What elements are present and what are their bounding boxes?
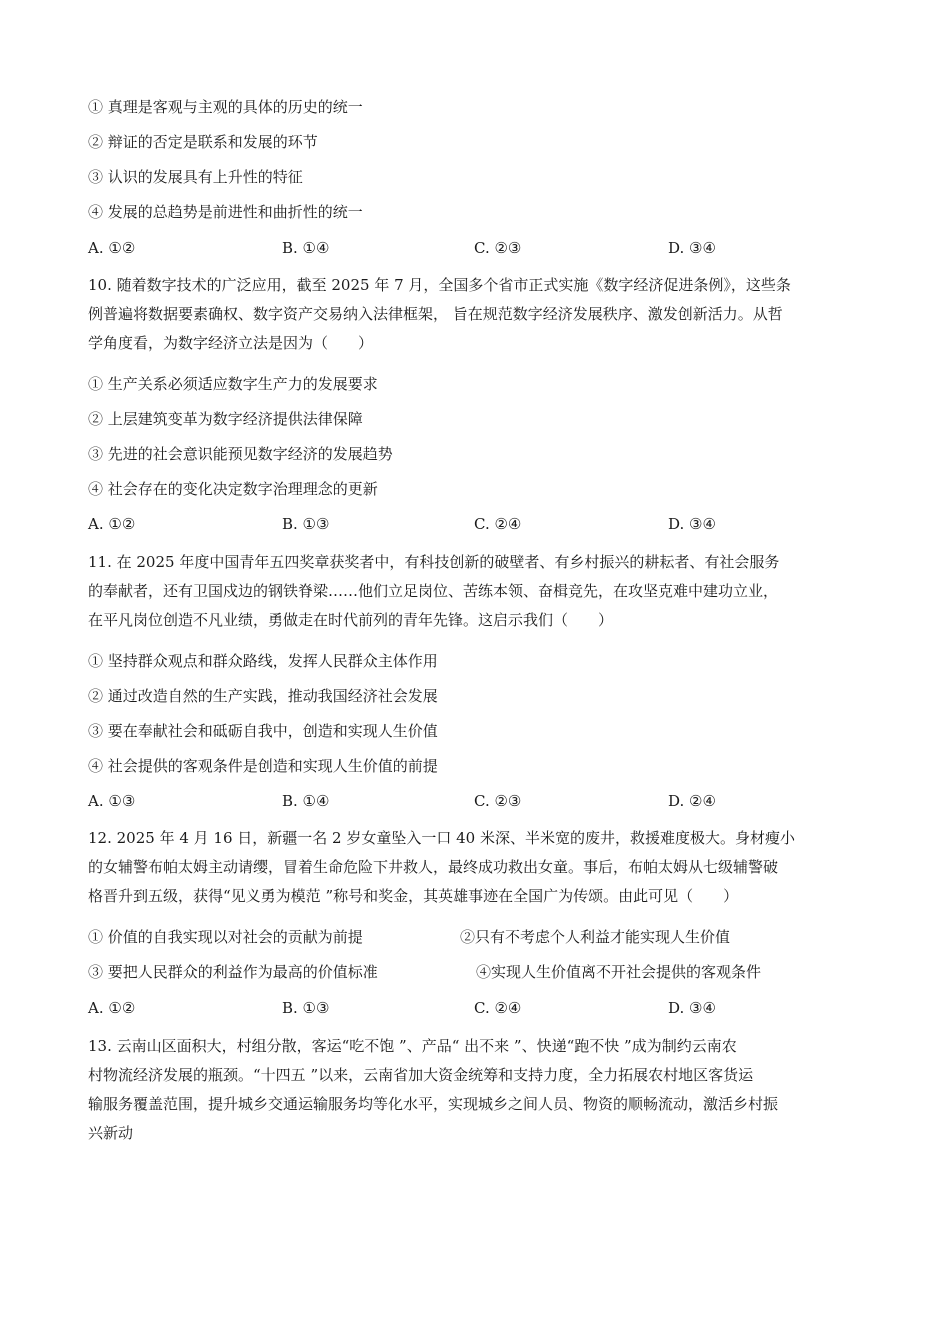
q10-item-3: ③ 先进的社会意识能预见数字经济的发展趋势 [88, 445, 393, 463]
q10-option-a[interactable]: A. ①② [88, 515, 136, 533]
q12-item-4: ④实现人生价值离不开社会提供的客观条件 [476, 963, 762, 981]
q10-stem-line-3: 学角度看，为数字经济立法是因为（ ） [88, 334, 374, 352]
q11-option-a[interactable]: A. ①③ [88, 792, 136, 810]
q10-stem [88, 275, 866, 362]
q10-stem-line-1: 10. 随着数字技术的广泛应用，截至 2025 年 7 月，全国多个省市正式实施《数字经济促进条例》，这些条 [88, 276, 791, 294]
q12-stem-line-2: 的女辅警布帕太姆主动请缨，冒着生命危险下井救人，最终成功救出女童。事后，布帕太姆从七级辅警破 [88, 858, 779, 876]
q13-stem-line-3: 输服务覆盖范围，提升城乡交通运输服务均等化水平，实现城乡之间人员、物资的顺畅流动，激活乡村振 [88, 1095, 779, 1113]
q10-stem-line-2: 例普遍将数据要素确权、数字资产交易纳入法律框架， 旨在规范数字经济发展秩序、激发创新活力。从哲 [88, 305, 783, 323]
q9-item-4: ④ 发展的总趋势是前进性和曲折性的统一 [88, 203, 363, 221]
q10-option-b[interactable]: B. ①③ [282, 515, 330, 533]
q10-item-4: ④ 社会存在的变化决定数字治理理念的更新 [88, 480, 378, 498]
q13-stem [88, 1036, 866, 1152]
q13-stem-line-1: 13. 云南山区面积大，村组分散，客运“吃不饱 ”、产品“ 出不来 ”、快递“跑不快 ”成为制约云南农 [88, 1037, 737, 1055]
q10-item-1: ① 生产关系必须适应数字生产力的发展要求 [88, 375, 378, 393]
q9-option-b[interactable]: B. ①④ [282, 239, 330, 257]
q11-stem-line-2: 的奉献者，还有卫国戍边的钢铁脊梁……他们立足岗位、苦练本领、奋楫竞先，在攻坚克难中建功立业， [88, 582, 779, 600]
q11-option-b[interactable]: B. ①④ [282, 792, 330, 810]
q12-option-c[interactable]: C. ②④ [474, 999, 522, 1017]
q11-stem-line-3: 在平凡岗位创造不凡业绩，勇做走在时代前列的青年先锋。这启示我们（ ） [88, 611, 614, 629]
q10-option-d[interactable]: D. ③④ [668, 515, 716, 533]
q11-stem-line-1: 11. 在 2025 年度中国青年五四奖章获奖者中，有科技创新的破壁者、有乡村振兴的耕耘者、有社会服务 [88, 553, 780, 571]
q12-stem-line-1: 12. 2025 年 4 月 16 日，新疆一名 2 岁女童坠入一口 40 米深、半米宽的废井，救援难度极大。身材瘦小 [88, 829, 795, 847]
q9-item-1: ① 真理是客观与主观的具体的历史的统一 [88, 98, 363, 116]
q11-item-3: ③ 要在奉献社会和砥砺自我中，创造和实现人生价值 [88, 722, 438, 740]
q11-item-1: ① 坚持群众观点和群众路线，发挥人民群众主体作用 [88, 652, 438, 670]
q12-option-b[interactable]: B. ①③ [282, 999, 330, 1017]
q11-item-4: ④ 社会提供的客观条件是创造和实现人生价值的前提 [88, 757, 438, 775]
q13-stem-line-2: 村物流经济发展的瓶颈。“十四五 ”以来，云南省加大资金统筹和支持力度，全力拓展农村地区客货运 [88, 1066, 754, 1084]
q11-item-2: ② 通过改造自然的生产实践，推动我国经济社会发展 [88, 687, 438, 705]
q10-item-2: ② 上层建筑变革为数字经济提供法律保障 [88, 410, 363, 428]
q11-option-c[interactable]: C. ②③ [474, 792, 522, 810]
q12-item-1: ① 价值的自我实现以对社会的贡献为前提 [88, 928, 363, 946]
q9-option-d[interactable]: D. ③④ [668, 239, 716, 257]
q12-item-2: ②只有不考虑个人利益才能实现人生价值 [460, 928, 731, 946]
q12-option-a[interactable]: A. ①② [88, 999, 136, 1017]
q12-stem-line-3: 格晋升到五级，获得“见义勇为模范 ”称号和奖金，其英雄事迹在全国广为传颂。由此可见（ ） [88, 887, 739, 905]
q9-item-2: ② 辩证的否定是联系和发展的环节 [88, 133, 318, 151]
q10-option-c[interactable]: C. ②④ [474, 515, 522, 533]
q12-option-d[interactable]: D. ③④ [668, 999, 716, 1017]
q9-option-c[interactable]: C. ②③ [474, 239, 522, 257]
q9-option-a[interactable]: A. ①② [88, 239, 136, 257]
q11-stem [88, 552, 866, 639]
q9-item-3: ③ 认识的发展具有上升性的特征 [88, 168, 303, 186]
q13-stem-line-4: 兴新动 [88, 1124, 134, 1142]
q11-option-d[interactable]: D. ②④ [668, 792, 716, 810]
q12-stem [88, 828, 866, 915]
q12-item-3: ③ 要把人民群众的利益作为最高的价值标准 [88, 963, 378, 981]
